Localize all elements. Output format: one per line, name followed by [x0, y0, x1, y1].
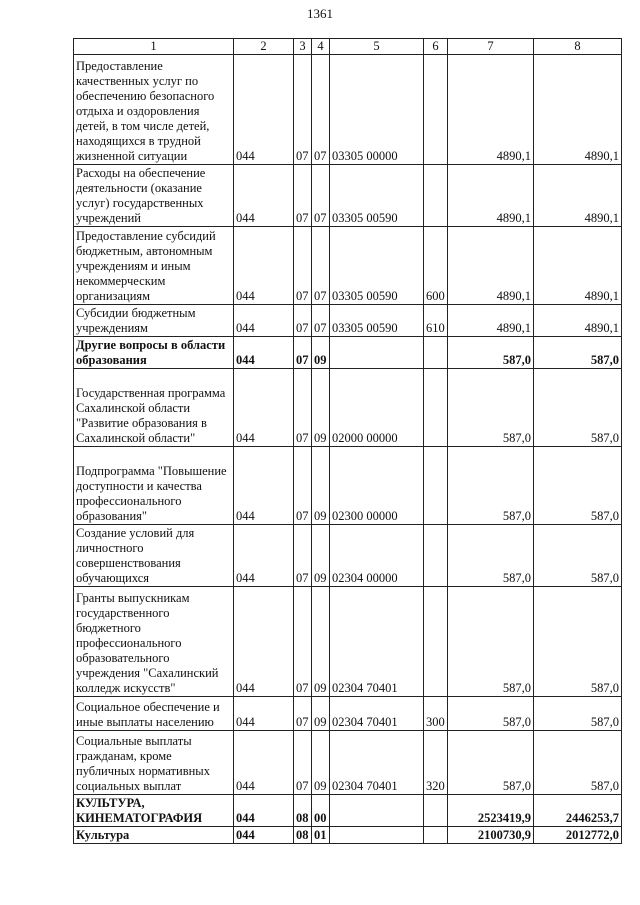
row-name: Другие вопросы в области образования	[74, 337, 234, 369]
cell-expense-type: 600	[424, 227, 448, 305]
cell-subsection: 09	[312, 587, 330, 697]
row-name: Субсидии бюджетным учреждениям	[74, 305, 234, 337]
cell-target-article: 03305 00590	[330, 227, 424, 305]
cell-section: 07	[294, 731, 312, 795]
row-name: Расходы на обеспечение деятельности (оказание услуг) государственных учреждений	[74, 165, 234, 227]
cell-amount-7: 587,0	[448, 587, 534, 697]
cell-amount-8: 4890,1	[534, 227, 622, 305]
cell-amount-7: 2523419,9	[448, 795, 534, 827]
cell-admin-code: 044	[234, 337, 294, 369]
cell-expense-type	[424, 827, 448, 844]
cell-amount-8: 2012772,0	[534, 827, 622, 844]
cell-subsection: 00	[312, 795, 330, 827]
budget-table	[73, 38, 622, 844]
column-header: 1	[74, 39, 234, 55]
cell-target-article: 03305 00590	[330, 305, 424, 337]
row-name: КУЛЬТУРА, КИНЕМАТОГРАФИЯ	[74, 795, 234, 827]
cell-subsection: 09	[312, 337, 330, 369]
cell-section: 08	[294, 827, 312, 844]
table-row	[74, 587, 622, 697]
column-header: 6	[424, 39, 448, 55]
cell-amount-7: 587,0	[448, 525, 534, 587]
table-row	[74, 369, 622, 447]
cell-target-article	[330, 337, 424, 369]
table-row	[74, 795, 622, 827]
cell-section: 07	[294, 305, 312, 337]
cell-target-article: 02304 70401	[330, 697, 424, 731]
table-row	[74, 55, 622, 165]
cell-admin-code: 044	[234, 731, 294, 795]
cell-subsection: 07	[312, 55, 330, 165]
cell-amount-7: 587,0	[448, 697, 534, 731]
cell-amount-8: 2446253,7	[534, 795, 622, 827]
column-header: 5	[330, 39, 424, 55]
table-row	[74, 827, 622, 844]
cell-section: 07	[294, 337, 312, 369]
cell-subsection: 09	[312, 369, 330, 447]
cell-section: 07	[294, 227, 312, 305]
cell-subsection: 09	[312, 447, 330, 525]
cell-subsection: 07	[312, 165, 330, 227]
column-header: 2	[234, 39, 294, 55]
cell-expense-type: 610	[424, 305, 448, 337]
column-header: 4	[312, 39, 330, 55]
table-row	[74, 447, 622, 525]
cell-target-article: 03305 00000	[330, 55, 424, 165]
cell-amount-7: 2100730,9	[448, 827, 534, 844]
cell-target-article: 02300 00000	[330, 447, 424, 525]
cell-amount-7: 587,0	[448, 731, 534, 795]
cell-amount-7: 4890,1	[448, 165, 534, 227]
table-row	[74, 227, 622, 305]
cell-section: 07	[294, 55, 312, 165]
cell-section: 07	[294, 525, 312, 587]
cell-admin-code: 044	[234, 55, 294, 165]
cell-subsection: 09	[312, 697, 330, 731]
cell-admin-code: 044	[234, 697, 294, 731]
cell-amount-7: 4890,1	[448, 305, 534, 337]
cell-subsection: 07	[312, 305, 330, 337]
cell-expense-type	[424, 525, 448, 587]
cell-section: 07	[294, 697, 312, 731]
row-name: Государственная программа Сахалинской области "Развитие образования в Сахалинской области"	[74, 369, 234, 447]
cell-target-article	[330, 827, 424, 844]
table-row	[74, 697, 622, 731]
cell-amount-8: 587,0	[534, 337, 622, 369]
cell-amount-8: 4890,1	[534, 165, 622, 227]
cell-amount-8: 587,0	[534, 587, 622, 697]
column-header: 7	[448, 39, 534, 55]
row-name: Подпрограмма "Повышение доступности и качества профессионального образования"	[74, 447, 234, 525]
cell-amount-8: 587,0	[534, 697, 622, 731]
cell-section: 07	[294, 447, 312, 525]
cell-target-article: 02000 00000	[330, 369, 424, 447]
cell-admin-code: 044	[234, 525, 294, 587]
cell-admin-code: 044	[234, 795, 294, 827]
table-row	[74, 305, 622, 337]
cell-admin-code: 044	[234, 827, 294, 844]
page-number: 1361	[307, 6, 333, 21]
row-name: Создание условий для личностного совершенствования обучающихся	[74, 525, 234, 587]
cell-section: 08	[294, 795, 312, 827]
cell-expense-type: 320	[424, 731, 448, 795]
cell-amount-8: 587,0	[534, 731, 622, 795]
cell-admin-code: 044	[234, 447, 294, 525]
cell-admin-code: 044	[234, 369, 294, 447]
cell-amount-8: 587,0	[534, 447, 622, 525]
cell-expense-type	[424, 447, 448, 525]
cell-expense-type	[424, 165, 448, 227]
cell-subsection: 01	[312, 827, 330, 844]
cell-target-article: 03305 00590	[330, 165, 424, 227]
cell-section: 07	[294, 165, 312, 227]
cell-target-article	[330, 795, 424, 827]
cell-expense-type: 300	[424, 697, 448, 731]
cell-admin-code: 044	[234, 587, 294, 697]
cell-amount-7: 587,0	[448, 369, 534, 447]
row-name: Культура	[74, 827, 234, 844]
cell-target-article: 02304 00000	[330, 525, 424, 587]
cell-amount-7: 4890,1	[448, 227, 534, 305]
cell-expense-type	[424, 795, 448, 827]
row-name: Гранты выпускникам государственного бюджетного профессионального образовательного учреждения "Сахалинский колледж искусств"	[74, 587, 234, 697]
cell-amount-8: 4890,1	[534, 55, 622, 165]
table-row	[74, 165, 622, 227]
cell-admin-code: 044	[234, 227, 294, 305]
cell-expense-type	[424, 55, 448, 165]
header-row	[74, 39, 622, 55]
row-name: Предоставление субсидий бюджетным, автономным учреждениям и иным некоммерческим организациям	[74, 227, 234, 305]
cell-section: 07	[294, 369, 312, 447]
cell-subsection: 09	[312, 731, 330, 795]
cell-expense-type	[424, 587, 448, 697]
cell-amount-8: 4890,1	[534, 305, 622, 337]
cell-subsection: 09	[312, 525, 330, 587]
row-name: Социальные выплаты гражданам, кроме публичных нормативных социальных выплат	[74, 731, 234, 795]
cell-amount-7: 587,0	[448, 447, 534, 525]
table-row	[74, 525, 622, 587]
cell-subsection: 07	[312, 227, 330, 305]
table-row	[74, 337, 622, 369]
cell-admin-code: 044	[234, 305, 294, 337]
cell-expense-type	[424, 369, 448, 447]
cell-amount-8: 587,0	[534, 369, 622, 447]
column-header: 8	[534, 39, 622, 55]
column-header: 3	[294, 39, 312, 55]
cell-amount-8: 587,0	[534, 525, 622, 587]
row-name: Социальное обеспечение и иные выплаты населению	[74, 697, 234, 731]
cell-amount-7: 587,0	[448, 337, 534, 369]
cell-amount-7: 4890,1	[448, 55, 534, 165]
table-row	[74, 731, 622, 795]
row-name: Предоставление качественных услуг по обеспечению безопасного отдыха и оздоровления детей, в том числе детей, находящихся в трудной жизненной ситуации	[74, 55, 234, 165]
cell-target-article: 02304 70401	[330, 587, 424, 697]
cell-target-article: 02304 70401	[330, 731, 424, 795]
cell-expense-type	[424, 337, 448, 369]
cell-admin-code: 044	[234, 165, 294, 227]
cell-section: 07	[294, 587, 312, 697]
